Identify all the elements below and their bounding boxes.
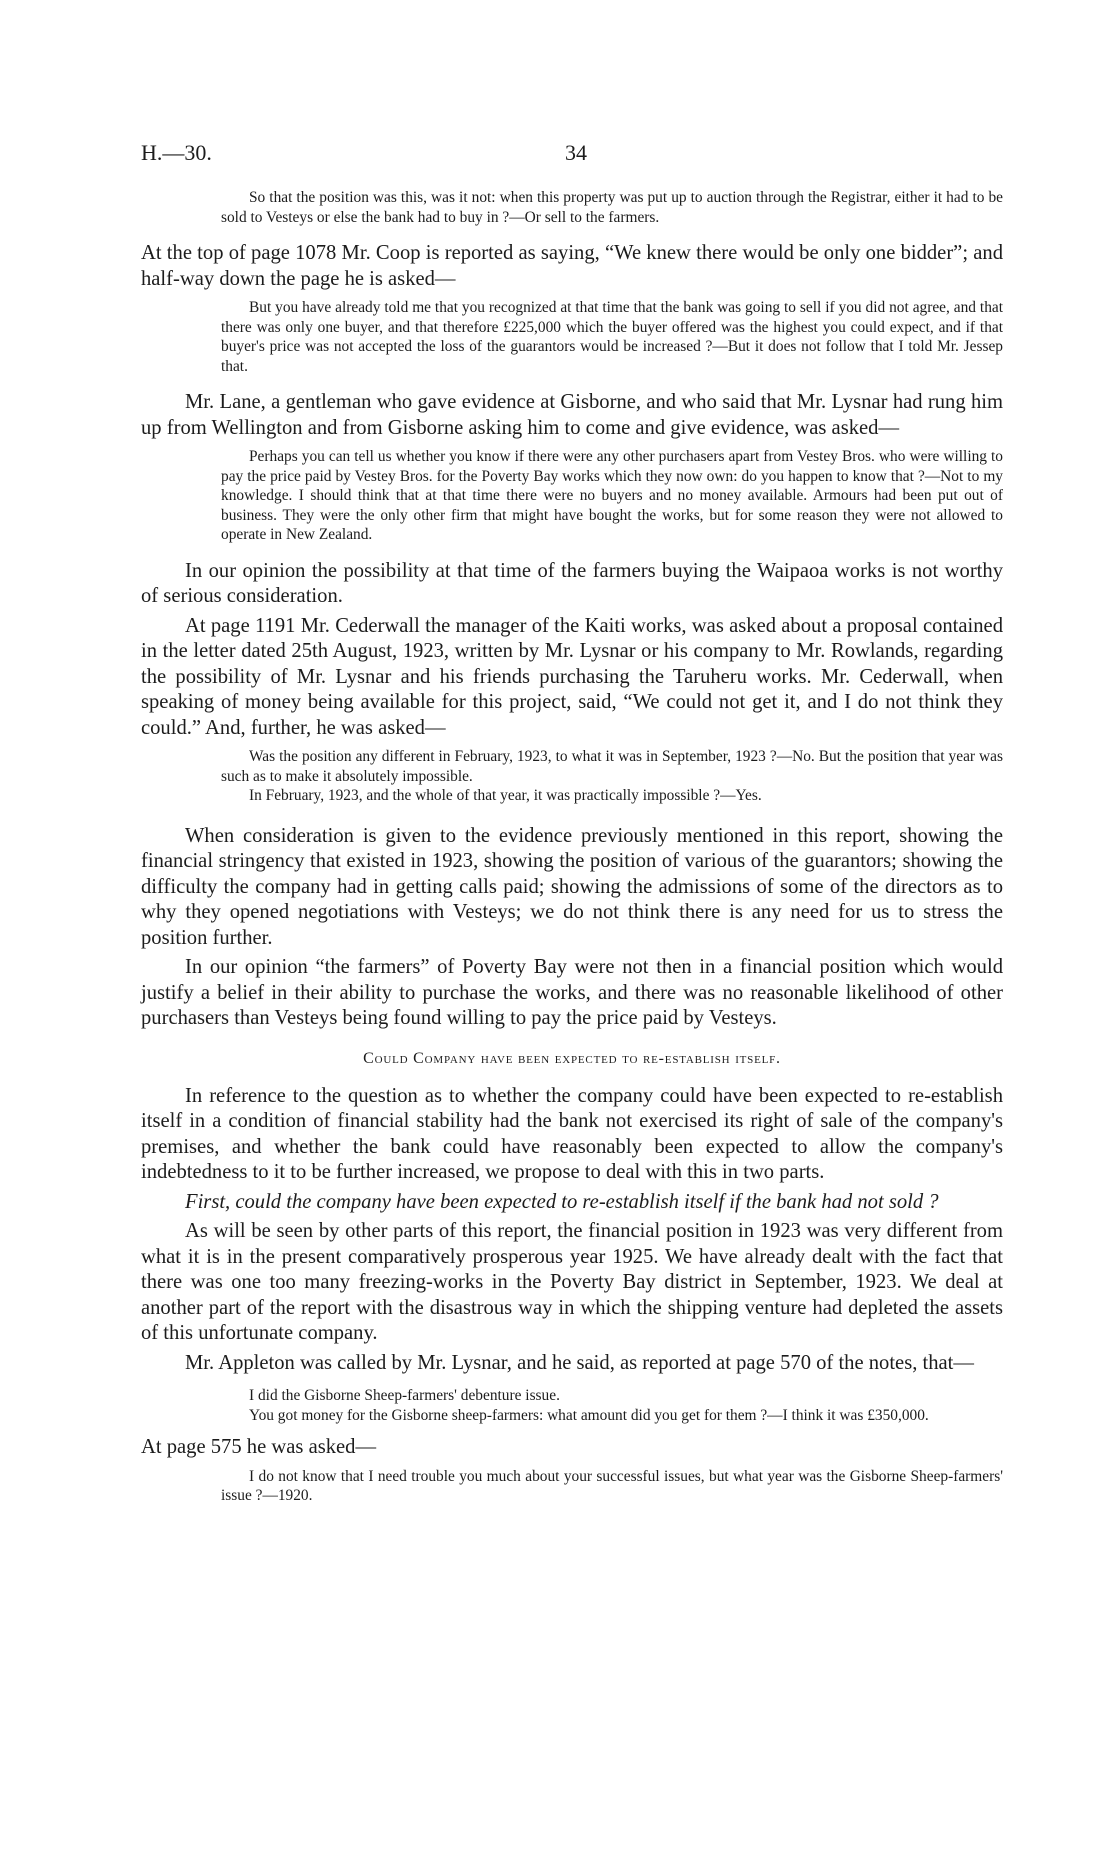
section-heading: Could Company have been expected to re-establish itself. — [363, 1049, 781, 1067]
body-paragraph: In reference to the question as to whether the company could have been expected to re-establish itself in a condition of financial stability had the bank not exercised its right of sale of the company's premises, and whether the bank could have reasonably been expected to allow the company's indebtedness to it to be further increased, we propose to deal with this in two parts. — [141, 1084, 1003, 1183]
body-paragraph: In our opinion the possibility at that time of the farmers buying the Waipaoa works is not worthy of serious consideration. — [141, 559, 1003, 607]
quote-paragraph: You got money for the Gisborne sheep-farmers: what amount did you get for them ?—I think it was £350,000. — [249, 1406, 929, 1424]
body-paragraph: When consideration is given to the evidence previously mentioned in this report, showing the financial stringency that existed in 1923, showing the position of various of the guarantors; showing the difficulty the company had in getting calls paid; showing the admissions of some of the directors as to why they opened negotiations with Vesteys; we do not think there is any need for us to stress the position further. — [141, 824, 1003, 949]
body-paragraph: As will be seen by other parts of this report, the financial position in 1923 was very different from what it is in the present comparatively prosperous year 1925. We have already dealt with the fact that there was one too many freezing-works in the Poverty Bay district in September, 1923. We deal at another part of the report with the disastrous way in which the shipping venture had depleted the assets of this unfortunate company. — [141, 1220, 1003, 1344]
document-reference: H.—30. — [141, 140, 212, 165]
body-paragraph: At the top of page 1078 Mr. Coop is reported as saying, “We knew there would be only one bidder”; and half-way down the page he is asked— — [141, 242, 1003, 290]
quote-paragraph: So that the position was this, was it not: when this property was put up to auction through the Registrar, either it had to be sold to Vesteys or else the bank had to buy in ?—Or sell to the farmers. — [221, 189, 1003, 226]
body-paragraph: At page 575 he was asked— — [141, 1436, 377, 1458]
quote-paragraph: I did the Gisborne Sheep-farmers' debenture issue. — [249, 1387, 560, 1404]
body-paragraph-italic: First, could the company have been expected to re-establish itself if the bank had not sold ? — [185, 1190, 939, 1213]
page-header — [141, 140, 1011, 170]
body-paragraph: In our opinion “the farmers” of Poverty Bay were not then in a financial position which would justify a belief in their ability to purchase the works, and there was no reasonable likelihood of other purchasers than Vesteys being found willing to pay the price paid by Vesteys. — [141, 956, 1003, 1029]
body-paragraph: Mr. Lane, a gentleman who gave evidence at Gisborne, and who said that Mr. Lysnar had rung him up from Wellington and from Gisborne asking him to come and give evidence, was asked— — [141, 391, 1003, 439]
body-paragraph: Mr. Appleton was called by Mr. Lysnar, and he said, as reported at page 570 of the notes, that— — [185, 1351, 974, 1374]
quote-paragraph: In February, 1923, and the whole of that year, it was practically impossible ?—Yes. — [249, 787, 762, 804]
quote-paragraph: But you have already told me that you recognized at that time that the bank was going to sell if you did not agree, and that there was only one buyer, and that therefore £225,000 which the buyer offered was the highest you could expect, and if that buyer's price was not accepted the loss of the guarantors would be increased ?—But it does not follow that I told Mr. Jessep that. — [221, 299, 1003, 375]
page-number: 34 — [565, 140, 587, 165]
quote-paragraph: Perhaps you can tell us whether you know if there were any other purchasers apart from Vestey Bros. who were willing to pay the price paid by Vestey Bros. for the Poverty Bay works which they now own: do you happen to know that ?—Not to my knowledge. I should think that at that time there were no buyers and no money available. Armours had been put out of business. They were the only other firm that might have bought the works, but for some reason they were not allowed to operate in New Zealand. — [221, 448, 1003, 543]
body-paragraph: At page 1191 Mr. Cederwall the manager of the Kaiti works, was asked about a proposal contained in the letter dated 25th August, 1923, written by Mr. Lysnar or his company to Mr. Rowlands, regarding the possibility of Mr. Lysnar and his friends purchasing the Taruheru works. Mr. Cederwall, when speaking of money being available for this project, said, “We could not get it, and I do not think they could.” And, further, he was asked— — [141, 614, 1003, 739]
page-content — [141, 188, 1003, 1506]
quote-paragraph: Was the position any different in February, 1923, to what it was in September, 1923 ?—No. But the position that year was such as to make it absolutely impossible. — [221, 748, 1003, 785]
quote-paragraph: I do not know that I need trouble you much about your successful issues, but what year was the Gisborne Sheep-farmers' issue ?—1920. — [221, 1467, 1003, 1504]
